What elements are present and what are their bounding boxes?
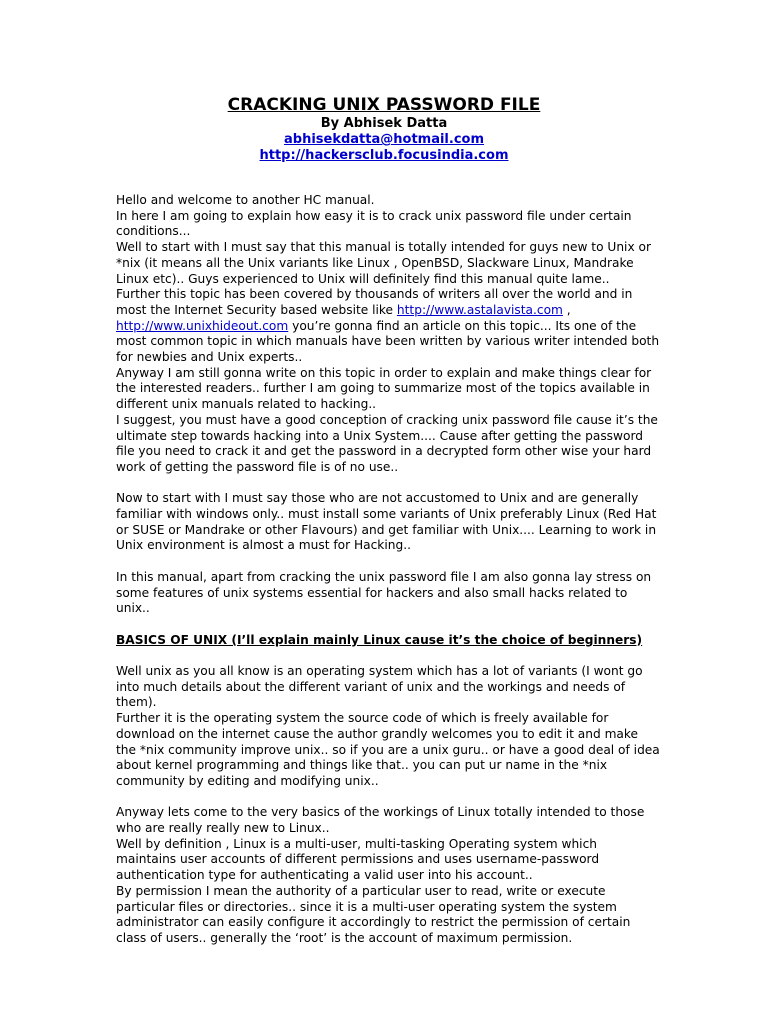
section-heading: BASICS OF UNIX (I’ll explain mainly Linux cause it’s the choice of beginners)	[116, 632, 643, 647]
paragraph-gap	[116, 554, 660, 570]
author-email-link[interactable]: abhisekdatta@hotmail.com	[283, 132, 485, 147]
paragraph-gap	[116, 790, 660, 806]
paragraph-gap	[116, 648, 660, 664]
paragraph: I suggest, you must have a good conception of cracking unix password file cause it’s the ultimate step towards hacking into a Unix System.... Cause after getting the password file you need to crack it and get the password in a decrypted form other wise your hard work of getting the password file is of no use..	[116, 412, 658, 474]
paragraph: Now to start with I must say those who are not accustomed to Unix and are generally familiar with windows only.. must install some variants of Unix preferably Linux (Red Hat or SUSE or Mandrake or other Flavours) and get familiar with Unix.... Learning to work in Unix environment is almost a must for Hacking..	[116, 491, 657, 553]
author-name: By Abhisek Datta	[320, 116, 448, 131]
paragraph: By permission I mean the authority of a particular user to read, write or execute particular files or directories.. since it is a multi-user operating system the system administrator can easily configure it accordingly to restrict the permission of certain class of users.. generally the ‘root’ is the account of maximum permission.	[116, 883, 631, 945]
paragraph: Further it is the operating system the source code of which is freely available for download on the internet cause the author grandly welcomes you to edit it and make the *nix community improve unix.. so if you are a unix guru.. or have a good deal of idea about kernel programming and things like that.. you can put ur name in the *nix community by editing and modifying unix..	[116, 711, 660, 788]
paragraph-gap	[116, 617, 660, 633]
paragraph: Anyway lets come to the very basics of the workings of Linux totally intended to those who are really really new to Linux..	[116, 805, 645, 836]
paragraph-text: ,	[562, 302, 571, 317]
website-link[interactable]: http://hackersclub.focusindia.com	[259, 148, 509, 163]
paragraph: Well to start with I must say that this manual is totally intended for guys new to Unix or *nix (it means all the Unix variants like Linux , OpenBSD, Slackware Linux, Mandrake Linux etc).. Guys experienced to Unix will definitely find this manual quite lame..	[116, 240, 651, 286]
document-body	[116, 193, 660, 947]
paragraph-gap	[116, 476, 660, 492]
paragraph: In here I am going to explain how easy it is to crack unix password file under certain conditions...	[116, 208, 632, 239]
astalavista-link[interactable]: http://www.astalavista.com	[396, 302, 563, 317]
paragraph: Well by definition , Linux is a multi-user, multi-tasking Operating system which maintains user accounts of different permissions and uses username-password authentication type for authenticating a valid user into his account..	[116, 836, 600, 883]
document-title: CRACKING UNIX PASSWORD FILE	[227, 95, 541, 115]
unixhideout-link[interactable]: http://www.unixhideout.com	[116, 318, 289, 333]
paragraph: Well unix as you all know is an operating system which has a lot of variants (I wont go into much details about the different variant of unix and the workings and needs of them).	[116, 664, 643, 710]
paragraph-text: Further this topic has been covered by thousands of writers all over the world and in most the Internet Security based website like	[116, 287, 633, 317]
paragraph	[116, 287, 660, 366]
paragraph: In this manual, apart from cracking the unix password file I am also gonna lay stress on some features of unix systems essential for hackers and also small hacks related to unix..	[116, 569, 652, 616]
document-header	[0, 95, 768, 164]
paragraph-text: you’re gonna find an article on this topic... Its one of the most common topic in which manuals have been written by various writer intended both for newbies and Unix experts..	[116, 318, 660, 365]
paragraph: Hello and welcome to another HC manual.	[116, 193, 375, 207]
paragraph: Anyway I am still gonna write on this topic in order to explain and make things clear for the interested readers.. further I am going to summarize most of the topics available in different unix manuals related to hacking..	[116, 365, 652, 412]
